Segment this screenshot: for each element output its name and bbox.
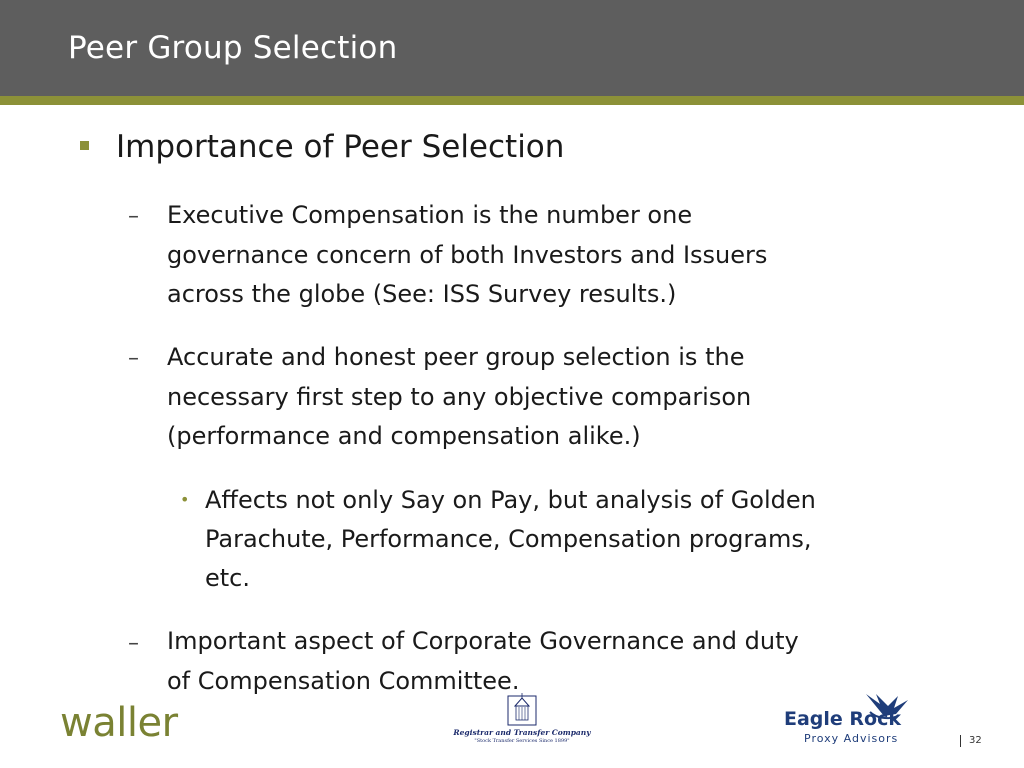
registrar-logo [452,690,592,746]
bullet-item-2 [167,338,907,457]
waller-logo: waller [60,700,178,746]
dash-bullet: – [128,204,139,229]
bullet-line: necessary first step to any objective comparison [167,382,752,411]
bullet-line: Important aspect of Corporate Governance and duty [167,627,799,655]
registrar-tagline: "Stock Transfer Services Since 1899" [474,738,570,744]
bullet-line: Parachute, Performance, Compensation programs, [205,525,812,553]
sub-bullet-item [205,481,945,598]
level1-heading: Importance of Peer Selection [116,129,565,165]
bullet-line: etc. [205,564,250,592]
registrar-name: Registrar and Transfer Company [453,728,591,737]
bullet-line: Accurate and honest peer group selection is the [167,343,745,371]
dash-bullet: – [128,346,139,371]
bullet-line: governance concern of both Investors and Issuers [167,240,768,269]
bullet-item-1 [167,196,907,315]
page-number: 32 [969,735,982,746]
bullet-line: (performance and compensation alike.) [167,422,641,450]
bullet-line: Executive Compensation is the number one [167,201,693,229]
building-icon [507,690,537,726]
eagle-rock-subtitle: Proxy Advisors [804,732,899,745]
dot-bullet: • [180,490,190,509]
square-bullet-icon [80,141,89,150]
bullet-line: Affects not only Say on Pay, but analysis of Golden [205,486,816,514]
bullet-line: across the globe (See: ISS Survey results.) [167,280,677,308]
eagle-rock-logo [780,692,920,748]
eagle-rock-name: Eagle Rock [784,708,901,730]
dash-bullet: – [128,631,139,656]
page-number-divider [960,735,961,747]
bullet-line: of Compensation Committee. [167,666,520,695]
header-accent-stripe [0,96,1024,105]
slide-title: Peer Group Selection [68,30,398,66]
